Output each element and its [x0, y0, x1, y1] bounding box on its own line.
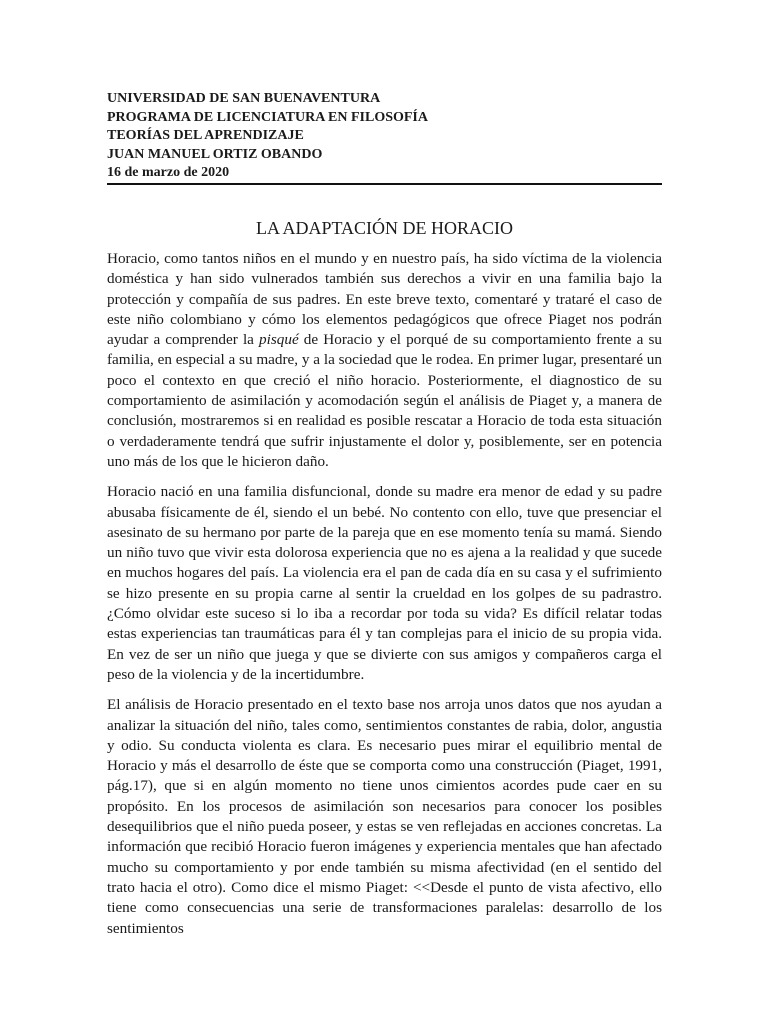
paragraph-2: Horacio nació en una familia disfuncional, donde su madre era menor de edad y su padre abusaba físicamente de él, siendo el un bebé. No contento con ello, tuve que presenciar el asesinato de su hermano por parte de la pareja que en ese momento tenía su mamá. Siendo un niño tuvo que vivir esta dolorosa experiencia que no es ajena a la realidad y que sucede en muchos hogares del país. La violencia era el pan de cada día en su casa y el sufrimiento se hizo presente en su propia carne al sentir la crueldad en los golpes de su padrastro. ¿Cómo olvidar este suceso si lo iba a recordar por toda su vida? Es difícil relatar todas estas experiencias tan traumáticas para él y tan complejas para el inicio de su propia vida. En vez de ser un niño que juega y que se divierte con sus amigos y compañeros carga el peso de la violencia y de la incertidumbre.	[107, 483, 662, 683]
header-university: UNIVERSIDAD DE SAN BUENAVENTURA	[107, 91, 381, 106]
paragraph-1-text-b: de Horacio y el porqué de su comportamiento frente a su familia, en especial a su madre, y a la sociedad que le rodea. En primer lugar, presentaré un poco el contexto en que creció el niño horacio. Posteriormente, el diagnostico de su comportamiento de asimilación y acomodación según el análisis de Piaget y, a manera de conclusión, mostraremos si en realidad es posible rescatar a Horacio de toda esta situación o verdaderamente tendrá que sufrir injustamente el dolor y, posiblemente, ser en potencia uno más de los que le hicieron daño.	[107, 331, 662, 470]
header-date: 16 de marzo de 2020	[107, 165, 230, 181]
paragraph-1-text-a: Horacio, como tantos niños en el mundo y en nuestro país, ha sido víctima de la violencia doméstica y han sido vulnerados también sus derechos a vivir en una familia bajo la protección y compañía de sus padres. En este breve texto, comentaré y trataré el caso de este niño colombiano y cómo los elementos pedagógicos que ofrece Piaget nos podrán ayudar a comprender la	[107, 250, 662, 349]
header-author: JUAN MANUEL ORTIZ OBANDO	[107, 146, 323, 162]
paragraph-1	[107, 249, 662, 472]
document-header	[107, 90, 662, 183]
header-divider	[107, 183, 662, 185]
paragraph-1-italic-term: pisqué	[259, 331, 299, 349]
header-program: PROGRAMA DE LICENCIATURA EN FILOSOFÍA	[107, 109, 428, 125]
document-title: LA ADAPTACIÓN DE HORACIO	[255, 218, 514, 238]
paragraph-3: El análisis de Horacio presentado en el texto base nos arroja unos datos que nos ayudan a analizar la situación del niño, tales como, sentimientos constantes de rabia, dolor, angustia y odio. Su conducta violenta es clara. Es necesario pues mirar el equilibrio mental de Horacio y más el desarrollo de éste que se comporta como una construcción (Piaget, 1991, pág.17), que si en algún momento no tiene unos cimientos acordes pude caer en su propósito. En los procesos de asimilación son necesarios para conocer los posibles desequilibrios que el niño pueda poseer, y estas se ven reflejadas en acciones concretas. La información que recibió Horacio fueron imágenes y experiencia mentales que han afectado mucho su comportamiento y por ende también su misma afectividad (en el sentido del trato hacia el otro). Como dice el mismo Piaget: <<Desde el punto de vista afectivo, ello tiene como consecuencias una serie de transformaciones paralelas: desarrollo de los sentimientos	[107, 696, 662, 937]
header-course: TEORÍAS DEL APRENDIZAJE	[107, 128, 304, 144]
document-body	[107, 249, 662, 949]
